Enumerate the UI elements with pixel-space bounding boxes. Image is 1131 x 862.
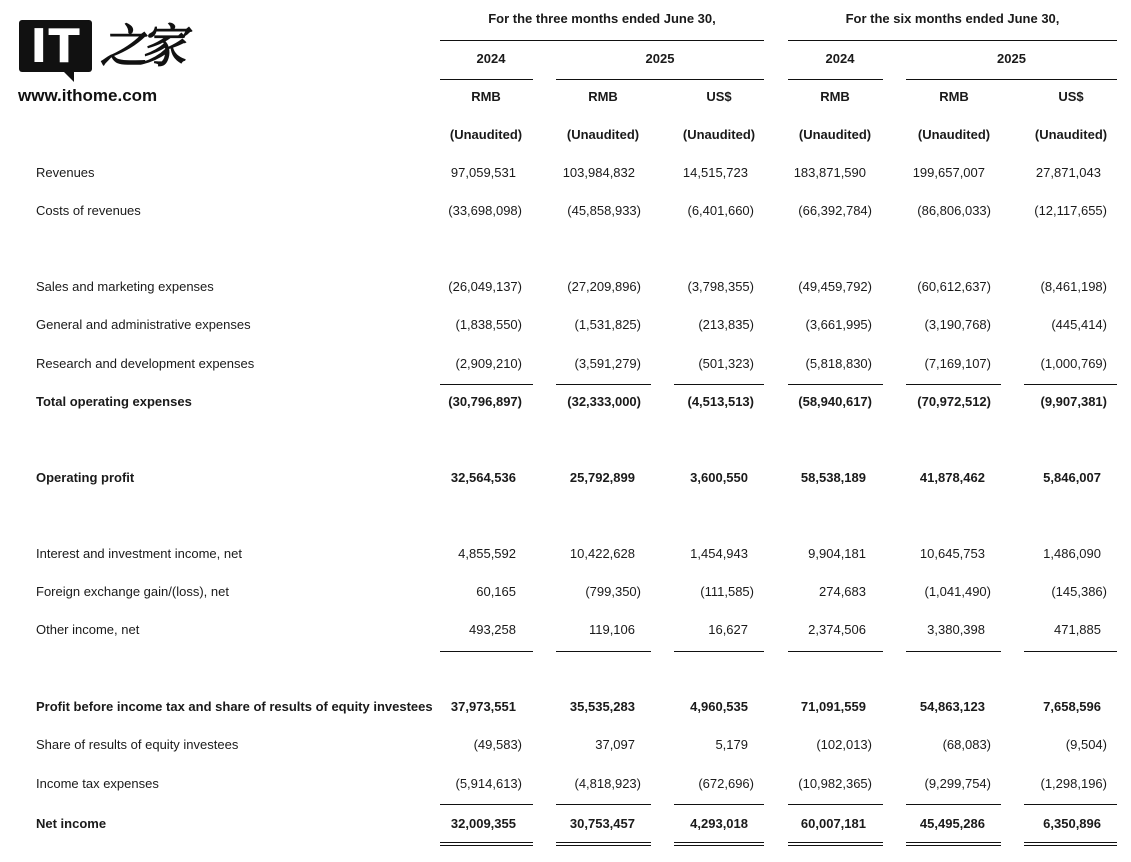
row-value: 5,179 — [715, 737, 748, 752]
row-label: General and administrative expenses — [36, 317, 251, 332]
audit-status-header: (Unaudited) — [1034, 127, 1108, 142]
row-value: 3,380,398 — [927, 622, 985, 637]
row-value: 60,165 — [476, 584, 516, 599]
row-value: 10,645,753 — [919, 546, 985, 561]
year-header: 2025 — [997, 51, 1026, 66]
row-value: (4,818,923) — [574, 776, 641, 791]
row-value: 32,564,536 — [450, 470, 516, 485]
row-value: (3,591,279) — [574, 356, 641, 371]
subtotal-rule — [674, 804, 764, 805]
subtotal-rule — [906, 804, 1001, 805]
audit-status-header: (Unaudited) — [798, 127, 872, 142]
row-value: (1,000,769) — [1040, 356, 1107, 371]
row-value: (4,513,513) — [687, 394, 754, 409]
row-value: 16,627 — [708, 622, 748, 637]
row-value: (66,392,784) — [798, 203, 872, 218]
period-rule — [440, 40, 764, 41]
row-value: 1,454,943 — [690, 546, 748, 561]
year-header: 2024 — [476, 51, 506, 66]
row-label: Profit before income tax and share of results of equity investees — [36, 699, 433, 714]
subtotal-rule — [1024, 384, 1117, 385]
row-label: Other income, net — [36, 622, 140, 637]
subtotal-rule — [556, 651, 651, 652]
row-label: Sales and marketing expenses — [36, 279, 214, 294]
currency-header: US$ — [1058, 89, 1084, 104]
row-value: (672,696) — [698, 776, 754, 791]
audit-status-header: (Unaudited) — [566, 127, 640, 142]
row-value: (445,414) — [1051, 317, 1107, 332]
row-value: (799,350) — [585, 584, 641, 599]
row-value: 103,984,832 — [562, 165, 635, 180]
row-value: 183,871,590 — [793, 165, 866, 180]
row-value: (111,585) — [700, 584, 754, 599]
total-double-rule — [906, 842, 1001, 846]
row-value: (58,940,617) — [798, 394, 872, 409]
row-value: (5,818,830) — [805, 356, 872, 371]
row-value: (145,386) — [1051, 584, 1107, 599]
row-value: 32,009,355 — [450, 816, 516, 831]
total-double-rule — [788, 842, 883, 846]
subtotal-rule — [556, 804, 651, 805]
subtotal-rule — [556, 384, 651, 385]
row-value: (60,612,637) — [917, 279, 991, 294]
row-value: 119,106 — [588, 622, 635, 637]
row-value: 30,753,457 — [569, 816, 635, 831]
row-label: Foreign exchange gain/(loss), net — [36, 584, 229, 599]
row-label: Revenues — [36, 165, 95, 180]
row-value: (7,169,107) — [924, 356, 991, 371]
currency-header: RMB — [939, 89, 969, 104]
row-value: 10,422,628 — [569, 546, 635, 561]
currency-header: US$ — [706, 89, 732, 104]
row-value: 41,878,462 — [919, 470, 985, 485]
row-value: 58,538,189 — [800, 470, 866, 485]
total-double-rule — [1024, 842, 1117, 846]
row-value: (30,796,897) — [448, 394, 522, 409]
row-value: (49,459,792) — [798, 279, 872, 294]
subtotal-rule — [906, 384, 1001, 385]
total-double-rule — [674, 842, 764, 846]
row-value: (32,333,000) — [567, 394, 641, 409]
row-value: (86,806,033) — [917, 203, 991, 218]
subtotal-rule — [674, 651, 764, 652]
row-value: 4,855,592 — [458, 546, 516, 561]
row-value: 97,059,531 — [450, 165, 516, 180]
row-value: 274,683 — [819, 584, 866, 599]
year-header: 2024 — [825, 51, 855, 66]
logo-chinese-text: 之家 — [100, 19, 180, 73]
period-six-months: For the six months ended June 30, — [845, 11, 1060, 26]
row-value: 5,846,007 — [1043, 470, 1101, 485]
row-value: (9,907,381) — [1040, 394, 1107, 409]
row-value: 9,904,181 — [808, 546, 866, 561]
subtotal-rule — [1024, 651, 1117, 652]
subtotal-rule — [1024, 804, 1117, 805]
row-value: (26,049,137) — [448, 279, 522, 294]
row-value: (501,323) — [698, 356, 754, 371]
year-header: 2025 — [645, 51, 675, 66]
row-value: 3,600,550 — [690, 470, 748, 485]
row-value: (45,858,933) — [567, 203, 641, 218]
row-value: (49,583) — [473, 737, 522, 752]
total-double-rule — [556, 842, 651, 846]
row-value: (3,190,768) — [924, 317, 991, 332]
row-value: (1,298,196) — [1040, 776, 1107, 791]
row-value: (1,838,550) — [455, 317, 522, 332]
row-label: Share of results of equity investees — [36, 737, 239, 752]
year-rule — [906, 79, 1117, 80]
row-value: (6,401,660) — [687, 203, 754, 218]
audit-status-header: (Unaudited) — [449, 127, 523, 142]
row-value: (68,083) — [942, 737, 991, 752]
row-value: 25,792,899 — [569, 470, 635, 485]
row-value: (10,982,365) — [798, 776, 872, 791]
subtotal-rule — [788, 384, 883, 385]
row-label: Total operating expenses — [36, 394, 192, 409]
row-value: 2,374,506 — [808, 622, 866, 637]
row-label: Costs of revenues — [36, 203, 141, 218]
row-value: (9,299,754) — [924, 776, 991, 791]
currency-header: RMB — [588, 89, 618, 104]
subtotal-rule — [440, 384, 533, 385]
row-value: 37,097 — [595, 737, 635, 752]
year-rule — [440, 79, 533, 80]
row-value: 35,535,283 — [569, 699, 635, 714]
year-rule — [556, 79, 764, 80]
row-value: 54,863,123 — [919, 699, 985, 714]
row-value: 45,495,286 — [919, 816, 985, 831]
row-value: 1,486,090 — [1043, 546, 1101, 561]
row-label: Research and development expenses — [36, 356, 255, 371]
row-label: Income tax expenses — [36, 776, 159, 791]
row-value: (70,972,512) — [917, 394, 991, 409]
row-value: 4,293,018 — [690, 816, 748, 831]
row-value: (33,698,098) — [448, 203, 522, 218]
period-rule — [788, 40, 1117, 41]
currency-header: RMB — [820, 89, 850, 104]
total-double-rule — [440, 842, 533, 846]
period-three-months: For the three months ended June 30, — [488, 11, 716, 26]
row-value: 6,350,896 — [1043, 816, 1101, 831]
row-value: (213,835) — [698, 317, 754, 332]
row-value: 14,515,723 — [682, 165, 748, 180]
audit-status-header: (Unaudited) — [682, 127, 756, 142]
row-label: Interest and investment income, net — [36, 546, 242, 561]
row-value: 71,091,559 — [800, 699, 866, 714]
row-value: (1,531,825) — [574, 317, 641, 332]
row-value: (5,914,613) — [455, 776, 522, 791]
logo-it-text: IT — [30, 19, 81, 73]
row-value: 60,007,181 — [800, 816, 866, 831]
row-value: (27,209,896) — [567, 279, 641, 294]
row-value: 7,658,596 — [1043, 699, 1101, 714]
year-rule — [788, 79, 883, 80]
row-value: (3,798,355) — [687, 279, 754, 294]
subtotal-rule — [674, 384, 764, 385]
subtotal-rule — [788, 804, 883, 805]
row-value: (1,041,490) — [924, 584, 991, 599]
subtotal-rule — [906, 651, 1001, 652]
subtotal-rule — [440, 804, 533, 805]
row-value: 493,258 — [469, 622, 516, 637]
row-value: (2,909,210) — [455, 356, 522, 371]
row-value: 27,871,043 — [1035, 165, 1101, 180]
logo-url: www.ithome.com — [18, 86, 158, 105]
subtotal-rule — [788, 651, 883, 652]
row-value: 471,885 — [1054, 622, 1101, 637]
row-value: (8,461,198) — [1040, 279, 1107, 294]
row-value: 37,973,551 — [450, 699, 516, 714]
row-value: (9,504) — [1065, 737, 1107, 752]
row-value: 199,657,007 — [912, 165, 985, 180]
subtotal-rule — [440, 651, 533, 652]
row-value: (102,013) — [816, 737, 872, 752]
audit-status-header: (Unaudited) — [917, 127, 991, 142]
row-label: Operating profit — [36, 470, 135, 485]
row-value: (12,117,655) — [1034, 203, 1107, 218]
row-value: 4,960,535 — [690, 699, 748, 714]
currency-header: RMB — [471, 89, 501, 104]
row-value: (3,661,995) — [805, 317, 872, 332]
row-label: Net income — [36, 816, 107, 831]
